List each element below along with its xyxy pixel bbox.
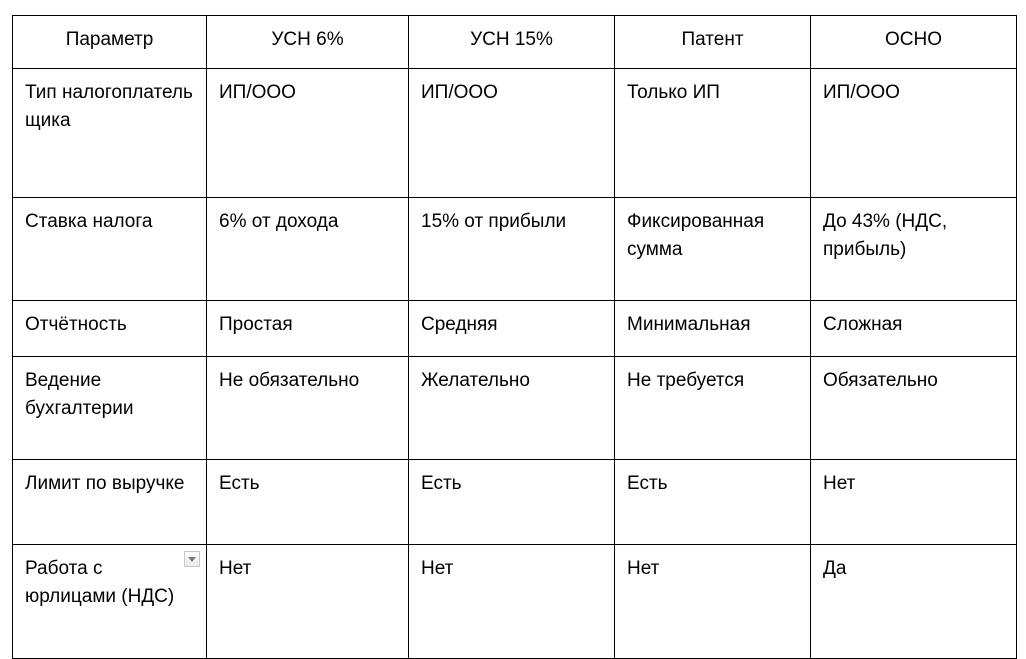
- column-header-osno: ОСНО: [811, 16, 1017, 69]
- table-cell: Простая: [207, 301, 409, 357]
- column-header-patent: Патент: [615, 16, 811, 69]
- column-header-parameter: Параметр: [13, 16, 207, 69]
- table-cell: Фиксированная сумма: [615, 198, 811, 301]
- chevron-down-icon[interactable]: [184, 551, 200, 567]
- table-cell: Нет: [615, 545, 811, 659]
- table-row: [13, 545, 1017, 659]
- table-cell: Сложная: [811, 301, 1017, 357]
- table-cell: ИП/ООО: [409, 69, 615, 198]
- column-header-usn-6: УСН 6%: [207, 16, 409, 69]
- table-cell: Средняя: [409, 301, 615, 357]
- tax-regime-comparison-table: [12, 15, 1017, 659]
- table-cell: Не обязательно: [207, 357, 409, 460]
- table-cell: Нет: [811, 460, 1017, 545]
- table-cell: Нет: [409, 545, 615, 659]
- table-cell: ИП/ООО: [207, 69, 409, 198]
- table-cell: 15% от прибыли: [409, 198, 615, 301]
- table-cell-parameter: Тип налогоплатель щика: [13, 69, 207, 198]
- table-cell: До 43% (НДС, прибыль): [811, 198, 1017, 301]
- table-cell: Есть: [207, 460, 409, 545]
- table-cell: Нет: [207, 545, 409, 659]
- table-cell-parameter: Отчётность: [13, 301, 207, 357]
- table-cell-parameter: Ставка налога: [13, 198, 207, 301]
- table-row: [13, 198, 1017, 301]
- table-row: [13, 301, 1017, 357]
- table-header-row: [13, 16, 1017, 69]
- table-row: [13, 460, 1017, 545]
- table-cell: Есть: [409, 460, 615, 545]
- table-cell: 6% от дохода: [207, 198, 409, 301]
- table-cell: Обязательно: [811, 357, 1017, 460]
- table-row: [13, 357, 1017, 460]
- table-cell: ИП/ООО: [811, 69, 1017, 198]
- table-cell: Не требуется: [615, 357, 811, 460]
- table-cell: Желательно: [409, 357, 615, 460]
- column-header-usn-15: УСН 15%: [409, 16, 615, 69]
- table-cell-parameter-text: Работа с юрлицами (НДС): [25, 558, 175, 607]
- table-row: [13, 69, 1017, 198]
- table-cell: Только ИП: [615, 69, 811, 198]
- table-cell-parameter: [13, 545, 207, 659]
- table-cell: Есть: [615, 460, 811, 545]
- table-cell: Минимальная: [615, 301, 811, 357]
- table-cell: Да: [811, 545, 1017, 659]
- table-cell-parameter: Лимит по выручке: [13, 460, 207, 545]
- table-cell-parameter: Ведение бухгалтерии: [13, 357, 207, 460]
